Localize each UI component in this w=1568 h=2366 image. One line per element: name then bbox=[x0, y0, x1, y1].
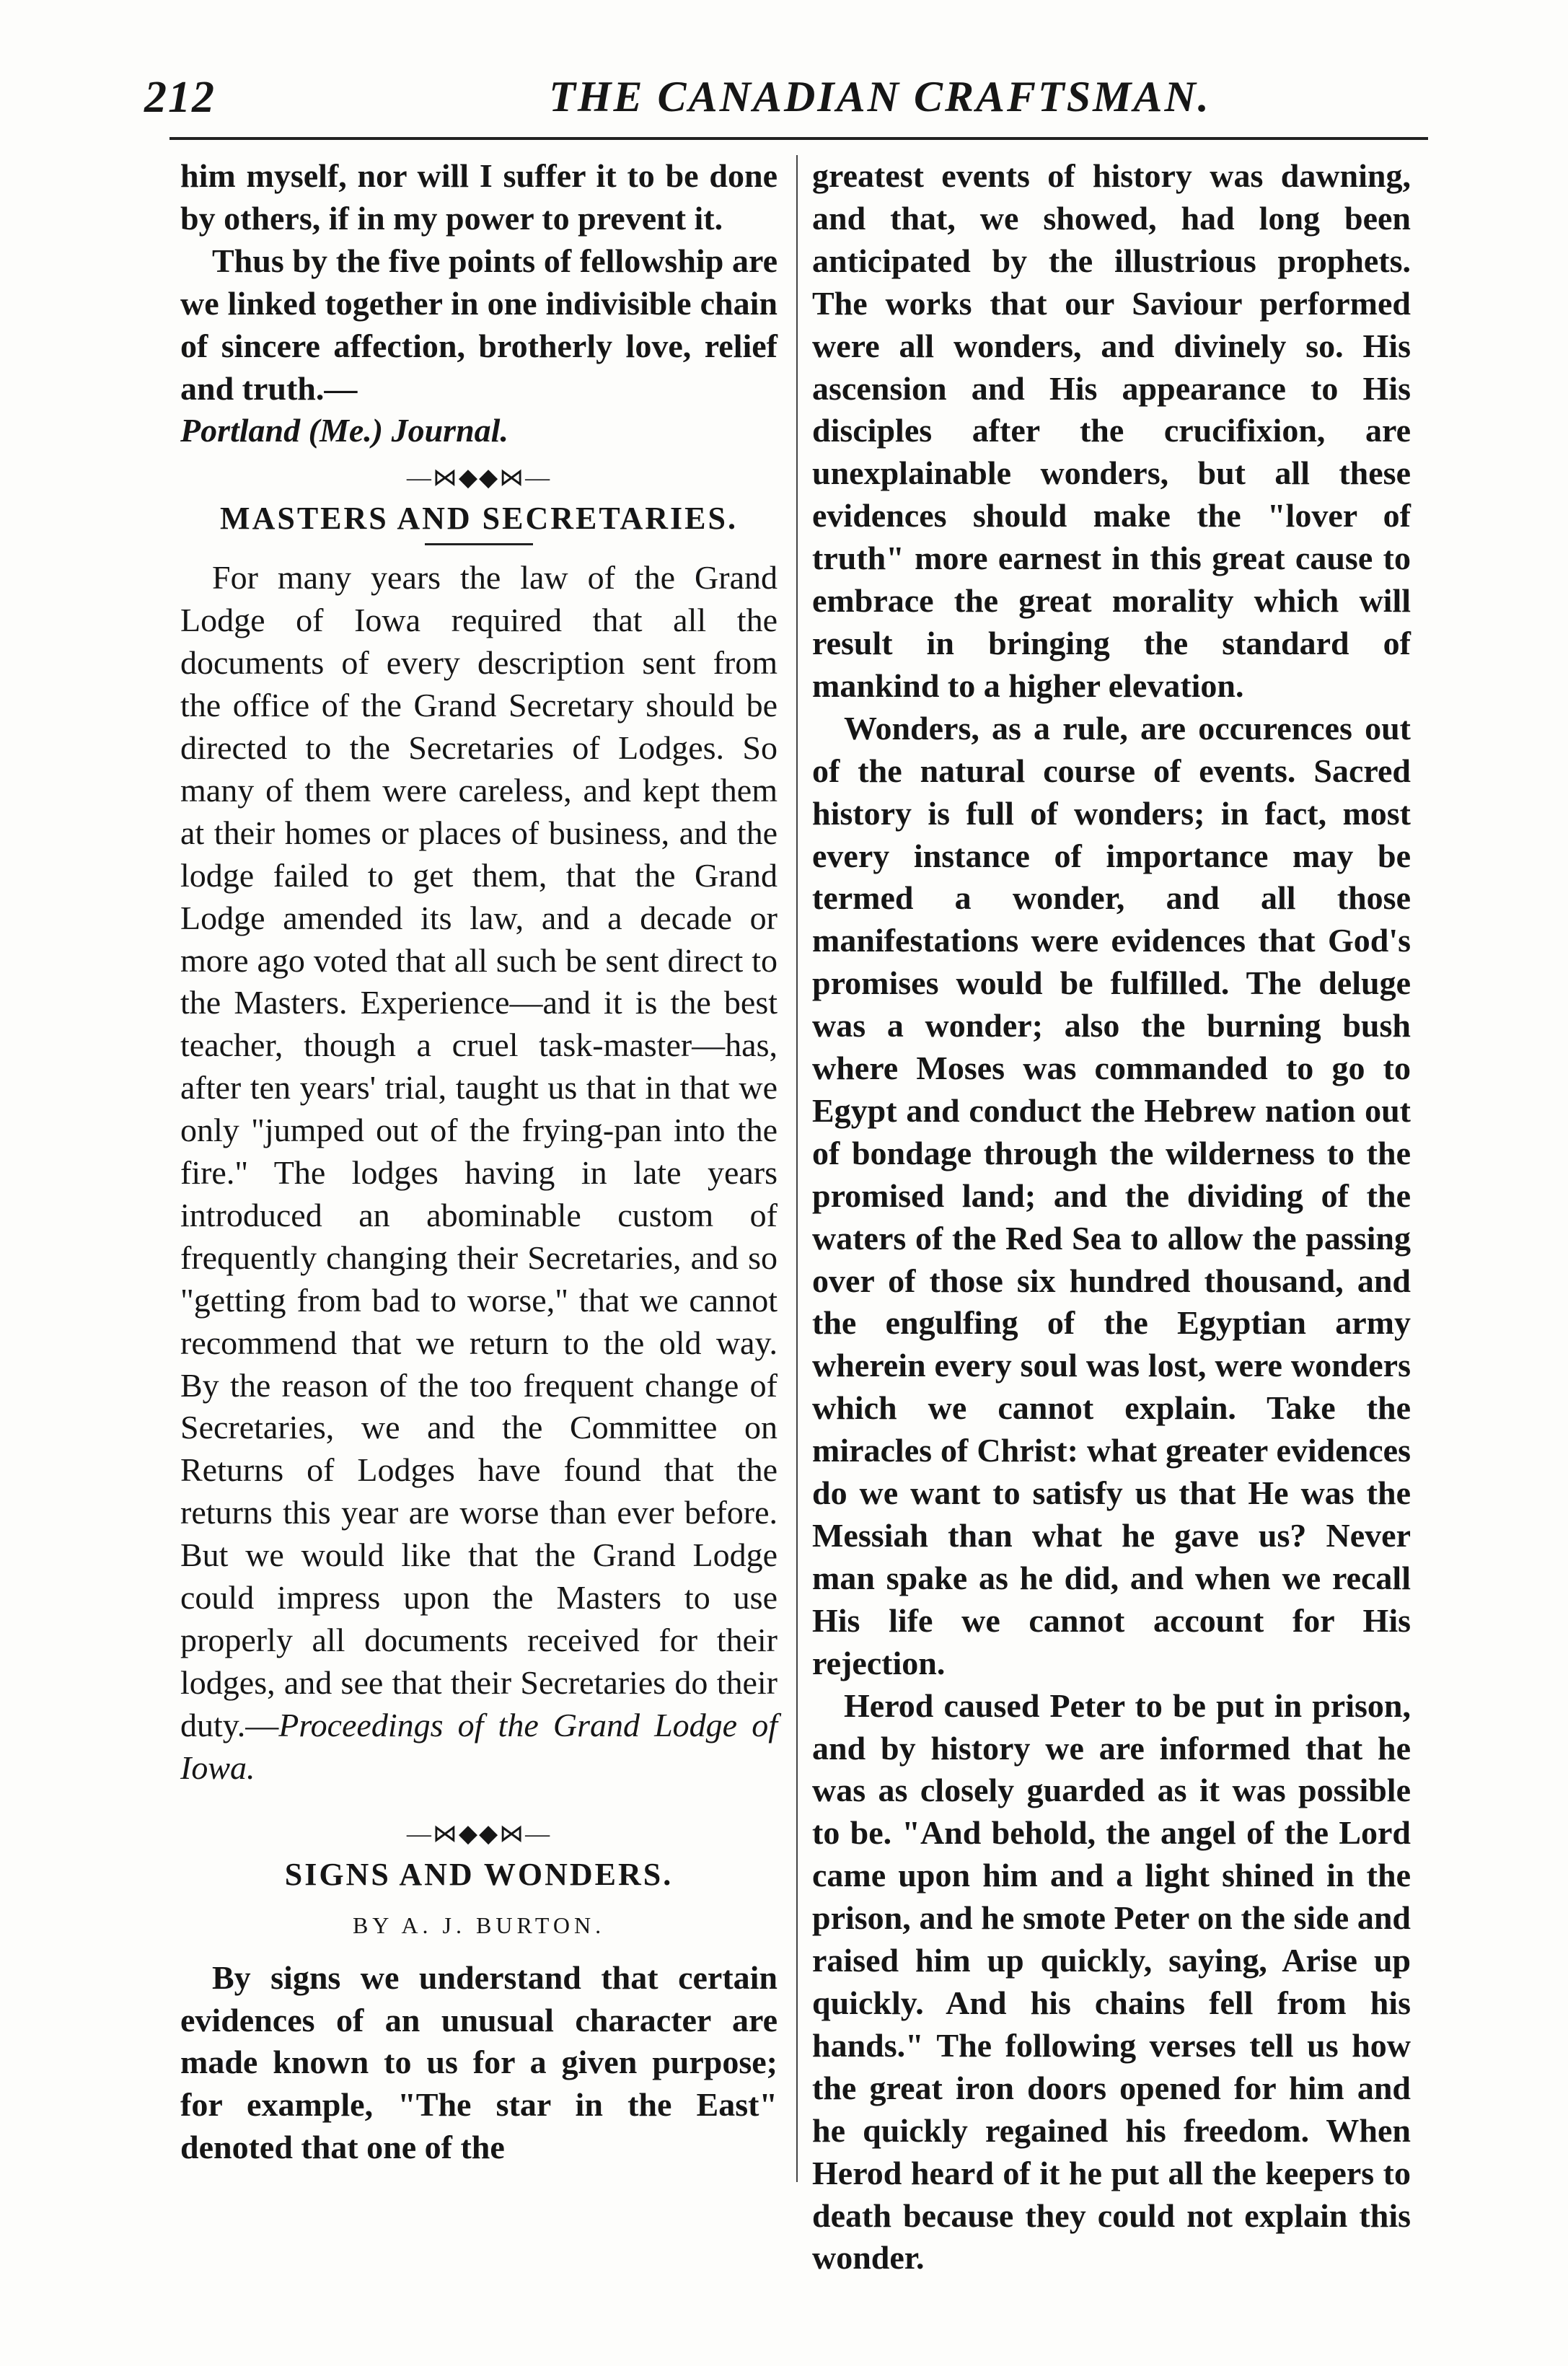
section-ornament: —⋈◆◆⋈— bbox=[406, 1820, 552, 1847]
masters-text: For many years the law of the Grand Lodge of Iowa required that all the documents of every description sent from the office of the Grand Secretary should be directed to the Secretaries of Lodges. So many of them were careless, and kept them at their homes or places of business, and the lodge failed to get them, that the Grand Lodge amended its law, and a decade or more ago voted that all such be sent direct to the Masters. Experience—and it is the best teacher, though a cruel task-master—has, after ten years' trial, taught us that in that we only "jumped out of the frying-pan into the fire." The lodges having in late years introduced an abominable custom of frequently changing their Secretaries, and so "getting from bad to worse," that we cannot recommend that we return to the old way. By the reason of the too frequent change of Secretaries, we and the Committee on Returns of Lodges have found that the returns this year are worse than ever before. But we would like that the Grand Lodge could impress upon the Masters to use properly all documents received for their lodges, and see that their Secretaries do their duty.— bbox=[180, 559, 778, 1743]
page-number: 212 bbox=[144, 73, 216, 122]
continued-paragraph: him myself, nor will I suffer it to be done by others, if in my power to prevent it. bbox=[180, 157, 778, 237]
right-paragraph-1: greatest events of history was dawning, and that, we showed, had long been anticipated by the illustrious prophets. The works that our Saviour performed were all wonders, and divinely so. His ascension and His appearance to His disciples after the crucifixion, are unexplainable wonders, but all these evidences should make the "lover of truth" more earnest in this great cause to embrace the great morality which will result in bringing the standard of mankind to a higher elevation. bbox=[812, 157, 1411, 704]
fellowship-paragraph bbox=[180, 240, 778, 453]
spacer bbox=[180, 1790, 778, 1808]
signs-heading: SIGNS AND WONDERS. bbox=[284, 1856, 674, 1892]
right-column bbox=[812, 155, 1411, 2279]
running-title: THE CANADIAN CRAFTSMAN. bbox=[549, 73, 1211, 120]
masters-paragraph bbox=[180, 557, 778, 1789]
masters-source: Proceedings of the Grand Lodge of Iowa. bbox=[180, 1706, 778, 1786]
column-divider bbox=[796, 155, 798, 2182]
signs-paragraph: By signs we understand that certain evidences of an unusual character are made known to us for a given purpose; for example, "The star in the East" denoted that one of the bbox=[180, 1958, 778, 2166]
header-rule bbox=[169, 137, 1428, 140]
fellowship-source: Portland (Me.) Journal. bbox=[180, 412, 508, 449]
left-column bbox=[180, 155, 778, 2169]
fellowship-text: Thus by the five points of fellowship are we linked together in one indivisible chain of sincere affection, brotherly love, relief and truth.— bbox=[180, 242, 778, 407]
right-paragraph-2: Wonders, as a rule, are occurences out of the natural course of events. Sacred history is full of wonders; in fact, most every instance of importance may be termed a wonder, and all those manifestations were evidences that God's promises would be fulfilled. The deluge was a wonder; also the burning bush where Moses was commanded to go to Egypt and conduct the Hebrew nation out of bondage through the wilderness to the promised land; and the dividing of the waters of the Red Sea to allow the passing over of those six hundred thousand, and the engulfing of the Egyptian army wherein every soul was lost, were wonders which we cannot explain. Take the miracles of Christ: what greater evidences do we want to satisfy us that He was the Messiah than what he gave us? Never man spake as he did, and when we recall His life we cannot account for His rejection. bbox=[812, 709, 1411, 1681]
page-header bbox=[0, 72, 1568, 130]
section-ornament: —⋈◆◆⋈— bbox=[406, 465, 552, 492]
heading-rule bbox=[425, 543, 533, 545]
right-paragraph-3: Herod caused Peter to be put in prison, and by history we are informed that he was as closely guarded as it was possible to be. "And behold, the angel of the Lord came upon him and a light shined in the prison, and he smote Peter on the side and raised him up quickly, saying, Arise up quickly. And his chains fell from his hands." The following verses tell us how the great iron doors opened for him and he quickly regained his freedom. When Herod heard of it he put all the keepers to death because they could not explain this wonder. bbox=[812, 1686, 1411, 2277]
masters-heading: MASTERS AND SECRETARIES. bbox=[220, 501, 738, 537]
signs-byline: BY A. J. BURTON. bbox=[352, 1912, 606, 1938]
